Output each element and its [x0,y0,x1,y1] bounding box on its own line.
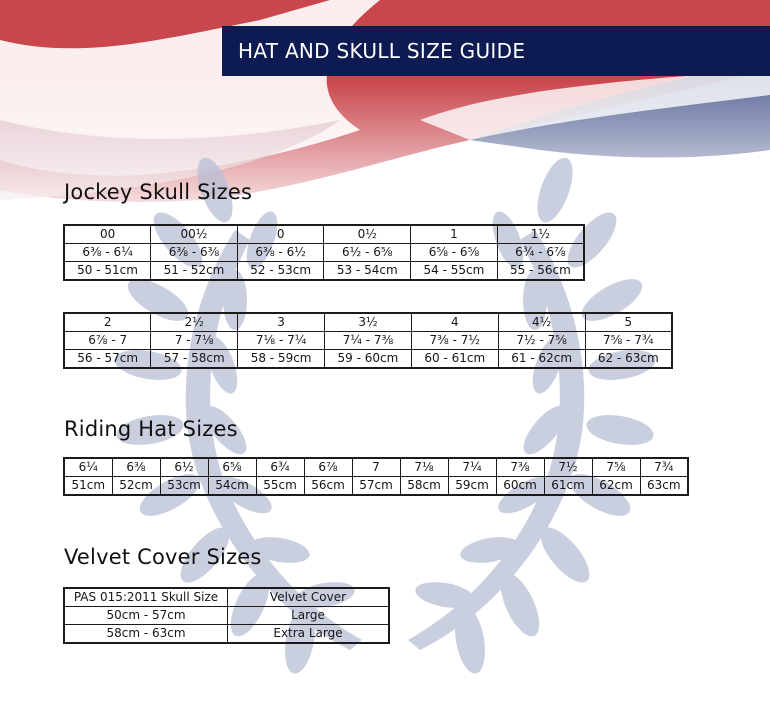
table-cell: 53cm [160,477,208,496]
table-cell: 7⅝ - 7¾ [585,332,672,350]
table-cell: 56cm [304,477,352,496]
table-cell: 7⅛ [400,458,448,477]
table-cell: 2½ [151,313,238,332]
table-cell: 51 - 52cm [151,262,238,281]
table-cell: 6⅜ - 6½ [237,244,324,262]
table-cell: 7⅛ - 7¼ [238,332,325,350]
table-cell: 54cm [208,477,256,496]
table-cell: Large [228,607,390,625]
table-cell: 52 - 53cm [237,262,324,281]
table-cell: 60 - 61cm [411,350,498,369]
table-cell: 6¼ [64,458,112,477]
table-cell: 59 - 60cm [325,350,412,369]
page-title: HAT AND SKULL SIZE GUIDE [238,39,526,63]
riding-hat-table [63,457,689,496]
table-cell: 57 - 58cm [151,350,238,369]
table-cell: 00½ [151,225,238,244]
table-cell: 62cm [592,477,640,496]
table-cell: 7⅜ [496,458,544,477]
table-cell: 57cm [352,477,400,496]
table-cell: 6½ - 6⅝ [324,244,411,262]
table-cell: 6⅜ - 6¼ [64,244,151,262]
table-cell: 7¾ [640,458,688,477]
table-cell: 54 - 55cm [411,262,498,281]
table-cell: 0 [237,225,324,244]
table-cell: 6⅝ [208,458,256,477]
table-cell: 6⅞ [304,458,352,477]
table-cell: 6⅝ - 6⅝ [411,244,498,262]
table-cell: 6⅜ - 6⅜ [151,244,238,262]
jockey-skull-table-2 [63,312,673,369]
table-cell: PAS 015:2011 Skull Size [64,588,228,607]
table-cell: 62 - 63cm [585,350,672,369]
table-cell: 6¾ [256,458,304,477]
velvet-cover-heading: Velvet Cover Sizes [64,545,262,569]
jockey-skull-table-1 [63,224,585,281]
table-cell: 4 [411,313,498,332]
table-cell: 7⅝ [592,458,640,477]
table-cell: 6½ [160,458,208,477]
table-cell: 61cm [544,477,592,496]
table-cell: 7⅜ - 7½ [411,332,498,350]
table-cell: 7¼ [448,458,496,477]
table-cell: 1½ [497,225,584,244]
table-cell: 55cm [256,477,304,496]
table-cell: Velvet Cover [228,588,390,607]
table-cell: 6⅜ [112,458,160,477]
table-cell: 3 [238,313,325,332]
riding-hat-heading: Riding Hat Sizes [64,417,238,441]
table-cell: 51cm [64,477,112,496]
table-cell: 63cm [640,477,688,496]
table-cell: 7¼ - 7⅜ [325,332,412,350]
table-cell: 58cm - 63cm [64,625,228,644]
table-cell: 52cm [112,477,160,496]
table-cell: 5 [585,313,672,332]
table-cell: 56 - 57cm [64,350,151,369]
table-cell: 7 [352,458,400,477]
table-cell: 59cm [448,477,496,496]
table-cell: 6¾ - 6⅞ [497,244,584,262]
table-cell: 58cm [400,477,448,496]
table-cell: 2 [64,313,151,332]
table-cell: 61 - 62cm [498,350,585,369]
table-cell: 1 [411,225,498,244]
table-cell: 7½ [544,458,592,477]
table-cell: 50cm - 57cm [64,607,228,625]
table-cell: 7½ - 7⅝ [498,332,585,350]
table-cell: 7 - 7⅛ [151,332,238,350]
table-cell: 58 - 59cm [238,350,325,369]
table-cell: Extra Large [228,625,390,644]
velvet-cover-table [63,587,390,644]
table-cell: 4½ [498,313,585,332]
table-cell: 55 - 56cm [497,262,584,281]
jockey-skull-heading: Jockey Skull Sizes [64,180,253,204]
table-cell: 00 [64,225,151,244]
table-cell: 0½ [324,225,411,244]
table-cell: 53 - 54cm [324,262,411,281]
table-cell: 6⅞ - 7 [64,332,151,350]
table-cell: 60cm [496,477,544,496]
page-title-bar [222,26,770,76]
table-cell: 3½ [325,313,412,332]
table-cell: 50 - 51cm [64,262,151,281]
